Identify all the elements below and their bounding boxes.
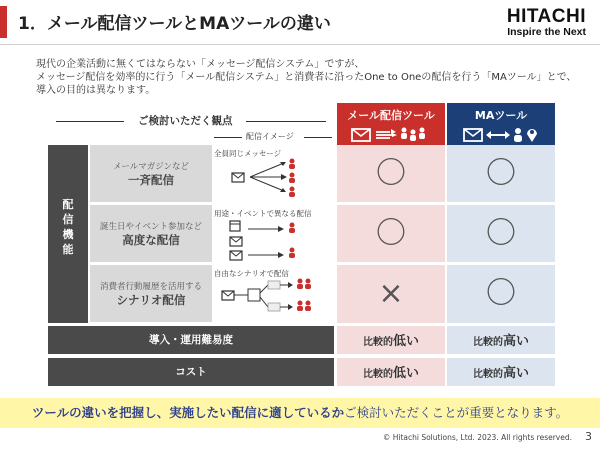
mail-tool-bulk-mark: 〇 <box>376 156 406 191</box>
value-prefix: 比較的 <box>362 369 393 380</box>
ma-tool-scenario-mark: 〇 <box>486 276 516 311</box>
heading-rule <box>214 137 242 138</box>
difficulty-row-label: 導入・運用難易度 <box>48 326 334 354</box>
function-category-text: 配信機能 <box>62 198 74 256</box>
row-label-big: シナリオ配信 <box>116 293 186 307</box>
heading-rule <box>304 137 332 138</box>
image-cell-bulk <box>212 145 334 202</box>
mail-arrows-people-icon <box>346 125 436 145</box>
copyright-text: © Hitachi Solutions, Ltd. 2023. All rights reserved. <box>382 433 572 442</box>
row-label-small: 誕生日やイベント参加など <box>99 222 202 232</box>
value-prefix: 比較的 <box>472 337 503 348</box>
page-number: 3 <box>585 430 592 443</box>
value-prefix: 比較的 <box>362 337 393 348</box>
row-label-small: 消費者行動履歴を活用する <box>99 282 202 292</box>
intro-line: 現代の企業活動に無くてはならない「メッセージ配信システム」ですが、 <box>36 59 365 70</box>
conclusion-emphasis: ツールの違いを把握し、実施したい配信に適しているか <box>31 405 345 420</box>
header-divider <box>0 44 600 45</box>
header-accent-bar <box>0 6 7 38</box>
row-label-big: 一斉配信 <box>128 173 174 187</box>
heading-rule <box>246 121 326 122</box>
mail-bidirectional-person-location-icon <box>456 125 546 145</box>
logo-main-text: HITACHI <box>506 6 586 27</box>
conclusion-rest: ご検討いただくことが重要となります。 <box>344 405 569 420</box>
value-emphasis: 高い <box>502 334 529 349</box>
mail-tool-difficulty-value <box>337 326 445 354</box>
value-emphasis: 高い <box>502 366 529 381</box>
slide-title: 1．メール配信ツールとMAツールの違い <box>18 14 331 34</box>
conclusion-band <box>0 398 600 428</box>
row-label-big: 高度な配信 <box>122 233 180 247</box>
image-cell-scenario <box>212 265 334 322</box>
column-name: MAツール <box>474 109 528 122</box>
column-header-mail-tool <box>337 103 445 145</box>
logo-sub-text: Inspire the Next <box>507 26 586 38</box>
column-header-ma-tool <box>447 103 555 145</box>
image-caption: 用途・イベントで異なる配信 <box>214 209 312 218</box>
mail-tool-advanced-mark: 〇 <box>376 216 406 251</box>
slide-header <box>0 0 600 44</box>
column-name: メール配信ツール <box>347 109 435 122</box>
value-emphasis: 低い <box>392 366 419 381</box>
mail-tool-cost-value <box>337 358 445 386</box>
image-caption: 全員同じメッセージ <box>214 149 282 158</box>
heading-rule <box>56 121 124 122</box>
event-delivery-diagram-icon <box>212 217 334 262</box>
row-label-bulk <box>90 145 212 202</box>
value-emphasis: 低い <box>392 334 419 349</box>
ma-tool-cost-value <box>447 358 555 386</box>
hitachi-logo <box>507 7 586 38</box>
value-prefix: 比較的 <box>472 369 503 380</box>
ma-tool-bulk-mark: 〇 <box>486 156 516 191</box>
view-heading-text: ご検討いただく観点 <box>138 115 233 127</box>
intro-line: メッセージ配信を効率的に行う「メール配信システム」と消費者に沿ったOne to Oneの配信を行う「MAツール」とで、 <box>36 72 577 83</box>
function-category-label <box>48 145 88 323</box>
scenario-flow-diagram-icon <box>212 277 334 322</box>
ma-tool-difficulty-value <box>447 326 555 354</box>
intro-text <box>36 58 576 97</box>
image-cell-advanced <box>212 205 334 262</box>
cost-row-label: コスト <box>48 358 334 386</box>
mail-tool-scenario-mark: × <box>378 276 404 311</box>
image-heading-text: 配信イメージ <box>246 132 294 141</box>
image-caption: 自由なシナリオで配信 <box>214 269 289 278</box>
ma-tool-advanced-mark: 〇 <box>486 216 516 251</box>
row-label-advanced <box>90 205 212 262</box>
image-heading <box>214 131 332 143</box>
row-label-scenario <box>90 265 212 322</box>
intro-line: 導入の目的は異なります。 <box>36 85 156 96</box>
broadcast-diagram-icon <box>212 157 334 202</box>
row-label-small: メールマガジンなど <box>112 162 190 172</box>
view-heading <box>48 112 328 130</box>
